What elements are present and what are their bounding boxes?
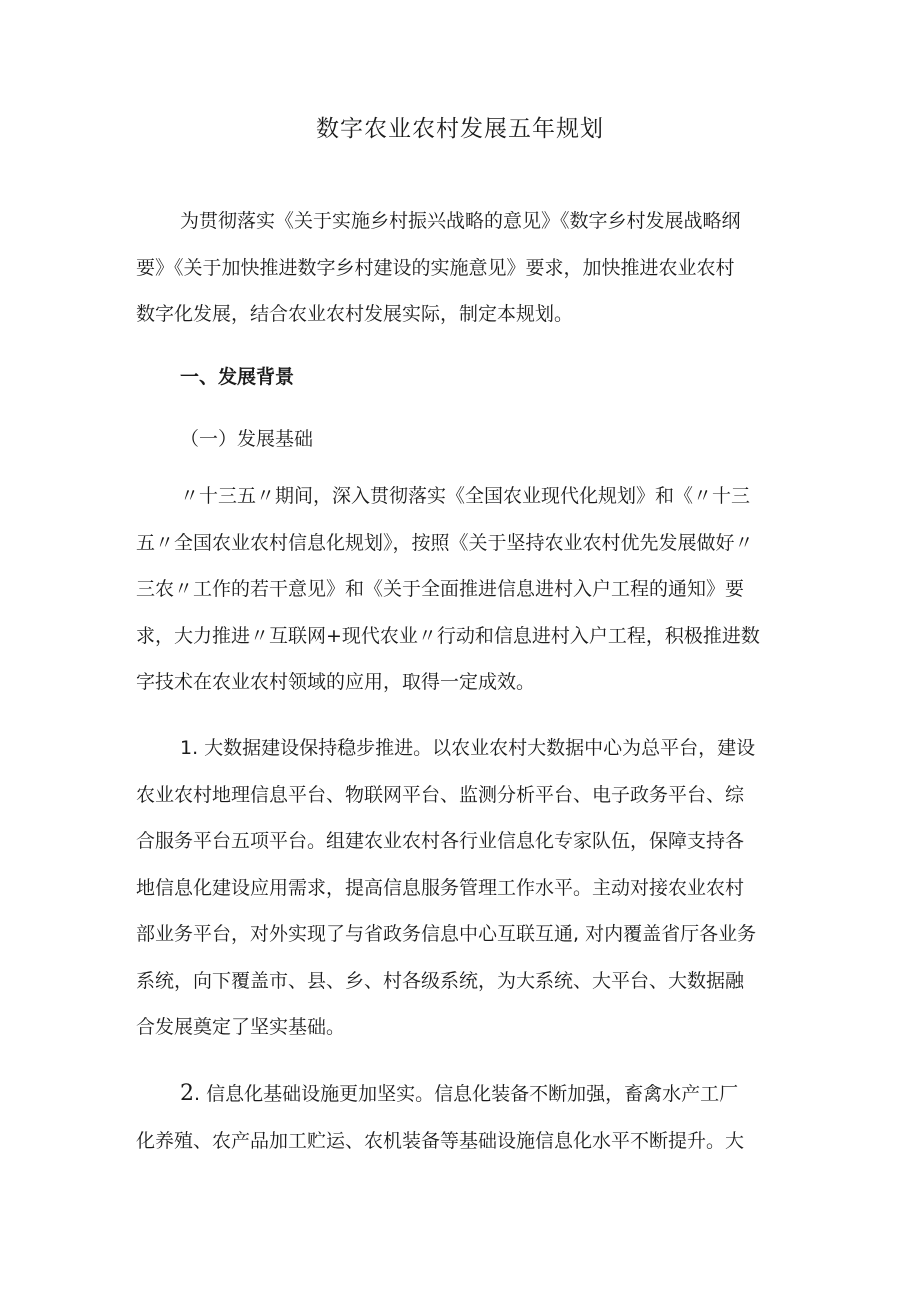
text-line: 三农〃工作的若干意见》和《关于全面推进信息进村入户工程的通知》要: [136, 578, 745, 600]
intro-paragraph: [136, 198, 796, 338]
text-line: 要》《关于加快推进数字乡村建设的实施意见》要求，加快推进农业农村: [136, 256, 735, 279]
item2-number: 2: [180, 1081, 194, 1106]
item2-paragraph: [136, 1071, 796, 1164]
item1-paragraph: [136, 725, 796, 1051]
text-line: 数字化发展，结合农业农村发展实际，制定本规划。: [136, 303, 574, 325]
text-line: 合服务平台五项平台。组建农业农村各行业信息化专家队伍，保障支持各: [136, 830, 745, 852]
text-line: 〃十三五〃期间，深入贯彻落实《全国农业现代化规划》和《〃十三: [180, 485, 751, 507]
text-line: [136, 1071, 796, 1118]
text-line: 字技术在农业农村领域的应用，取得一定成效。: [136, 671, 536, 693]
text-line: 1. 大数据建设保持稳步推进。以农业农村大数据中心为总平台，建设: [180, 737, 756, 759]
background-paragraph: [136, 473, 796, 706]
text-line: 部业务平台，对外实现了与省政务信息中心互联互通, 对内覆盖省厅各业务: [136, 923, 757, 945]
text-line: 为贯彻落实《关于实施乡村振兴战略的意见》《数字乡村发展战略纲: [180, 210, 741, 232]
text-line: 地信息化建设应用需求，提高信息服务管理工作水平。主动对接农业农村: [136, 876, 745, 899]
text-line: 五〃全国农业农村信息化规划》，按照《关于坚持农业农村优先发展做好〃: [136, 531, 754, 554]
text-line: 系统，向下覆盖市、县、乡、村各级系统，为大系统、大平台、大数据融: [136, 969, 745, 992]
subsection-heading: （一）发展基础: [180, 428, 314, 450]
text-line: 合发展奠定了坚实基础。: [136, 1016, 346, 1038]
document-title: 数字农业农村发展五年规划: [316, 116, 604, 142]
section-heading: 一、发展背景: [180, 366, 295, 388]
item2-first-line: . 信息化基础设施更加坚实。信息化装备不断加强，畜禽水产工厂: [194, 1083, 739, 1105]
text-line: 求，大力推进〃互联网+现代农业〃行动和信息进村入户工程，积极推进数: [136, 624, 760, 647]
text-line: 化养殖、农产品加工贮运、农机装备等基础设施信息化水平不断提升。大: [136, 1129, 745, 1152]
text-line: 农业农村地理信息平台、物联网平台、监测分析平台、电子政务平台、综: [136, 783, 745, 806]
